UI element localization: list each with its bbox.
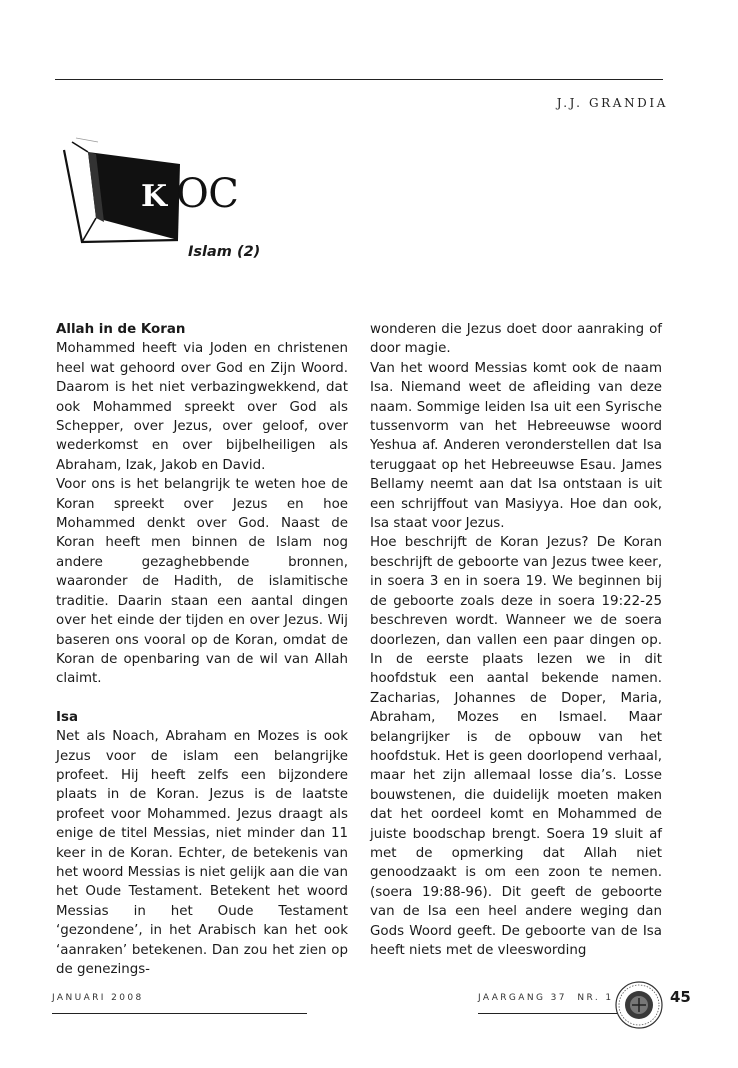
logo-letters-oc: OC <box>176 171 239 217</box>
seal-emblem-icon <box>614 980 664 1030</box>
paragraph: Van het woord Messias komt ook de naam Isa. Niemand weet de afleiding van deze naam. Sommige leiden Isa uit een Syrische tussenvorm van het Hebreeuwse woord Yeshua af. Anderen veronderstellen dat Isa teruggaat op het Hebreeuwse Esau. James Bellamy neemt aan dat Isa ontstaan is uit een schrijffout van Masiyya. Hoe dan ook, Isa staat voor Jezus. <box>370 360 662 532</box>
paragraph: Hoe beschrijft de Koran Jezus? De Koran beschrijft de geboorte van Jezus twee keer, in soera 3 en in soera 19. We beginnen bij de geboorte zoals deze in soera 19:22-25 beschreven wordt. Wanneer we de soera doorlezen, dan vallen een paar dingen op. In de eerste plaats lezen we in dit hoofdstuk een aantal bekende namen. Zacharias, Johannes de Doper, Maria, Abraham, Mozes en Ismael. Maar belangrijker is de opbouw van het hoofdstuk. Het is geen doorlopend verhaal, maar het zijn allemaal losse dia’s. Losse bouwstenen, die duidelijk moeten maken dat het oordeel komt en Mohammed de juiste boodschap brengt. Soera 19 sluit af met de opmerking dat Allah niet genoodzaakt is om een zoon te nemen. (soera 19:88-96). Dit geeft de geboorte van de Isa een heel andere weging dan Gods Woord geeft. De geboorte van de Isa heeft niets met de vleeswording <box>370 535 662 958</box>
article-subtitle: Islam (2) <box>188 244 261 260</box>
right-column <box>370 320 662 960</box>
top-rule <box>55 79 663 80</box>
section-heading-isa: Isa <box>56 709 78 725</box>
koc-logo <box>58 132 268 260</box>
footer-rule-left <box>52 1013 307 1014</box>
paragraph: Voor ons is het belangrijk te weten hoe de Koran spreekt over Jezus en hoe Mohammed denkt over God. Naast de Koran heeft men binnen de Islam nog andere gezaghebbende bronnen, waaronder de Hadith, de islamitische traditie. Daarin staan een aantal dingen over het einde der tijden en over Jezus. Wij baseren ons vooral op de Koran, omdat de Koran de openbaring van de wil van Allah claimt. <box>56 477 348 687</box>
left-column <box>56 320 348 979</box>
footer-date: JANUARI 2008 <box>52 993 144 1003</box>
paragraph: wonderen die Jezus doet door aanraking of door magie. <box>370 322 662 357</box>
footer-volume: JAARGANG 37 NR. 1 <box>478 993 614 1003</box>
logo-letter-k: K <box>140 179 168 214</box>
paragraph-gap <box>56 689 348 708</box>
section-heading-allah: Allah in de Koran <box>56 322 186 337</box>
footer-rule-right <box>478 1013 618 1014</box>
paragraph: Mohammed heeft via Joden en christenen heel wat gehoord over God en Zijn Woord. Daarom is het niet verbazingwekkend, dat ook Mohammed spreekt over God als Schepper, over Jezus, over geloof, over wederkomst en over bijbelheiligen als Abraham, Izak, Jakob en David. <box>56 341 348 473</box>
author-name: J.J. GRANDIA <box>556 96 668 110</box>
page-number: 45 <box>670 988 691 1006</box>
paragraph: Net als Noach, Abraham en Mozes is ook Jezus voor de islam een belangrijke profeet. Hij heeft zelfs een bijzondere plaats in de Koran. Jezus is de laatste profeet voor Mohammed. Jezus draagt als enige de titel Messias, niet minder dan 11 keer in de Koran. Echter, de betekenis van het woord Messias is niet gelijk aan die van het Oude Testament. Betekent het woord Messias in het Oude Testament ‘gezondene’, in het Arabisch kan het ook ‘aanraken’ betekenen. Dan zou het zien op de genezings- <box>56 729 348 977</box>
